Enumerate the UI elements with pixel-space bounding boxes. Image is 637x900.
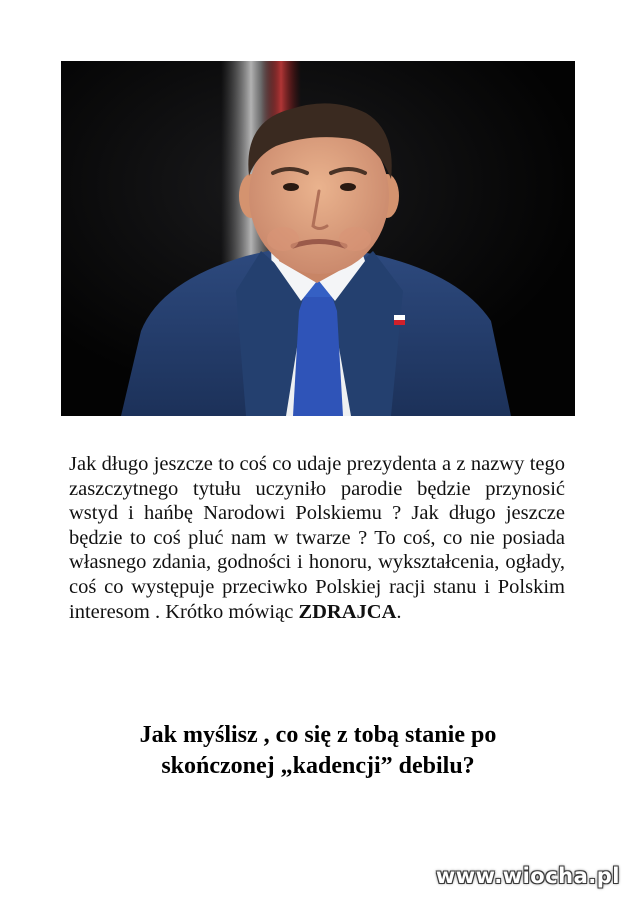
flag-pin-red	[394, 320, 405, 325]
flag-pin-white	[394, 315, 405, 320]
left-eye	[283, 183, 299, 191]
right-cheek	[339, 227, 371, 251]
tie	[293, 293, 343, 416]
paragraph-text: Jak długo jeszcze to coś co udaje prezydenta a z nazwy tego zaszczytnego tytułu uczyniło parodie będzie przynosić wstyd i hańbę Narodowi Polskiemu ? Jak długo jeszcze będzie to coś pluć nam w twarze ? To coś, co nie posiada własnego zdania, godności i honoru, wykształcenia, ogłady, coś co występuje przeciwko Polskiej racji stanu i Polskim interesom . Krótko mówiąc	[69, 453, 565, 623]
closing-question	[60, 720, 576, 782]
article-paragraph	[69, 452, 565, 624]
emphasis-word: ZDRAJCA	[298, 600, 397, 623]
right-eye	[340, 183, 356, 191]
question-line-1: Jak myślisz , co się z tobą stanie po	[139, 722, 497, 748]
portrait-photo	[61, 61, 575, 416]
left-cheek	[267, 227, 299, 251]
paragraph-end: .	[396, 600, 402, 623]
question-line-2: skończonej „kadencji” debilu?	[161, 753, 475, 779]
portrait-illustration	[61, 61, 575, 416]
watermark: www.wiocha.pl	[435, 864, 620, 888]
